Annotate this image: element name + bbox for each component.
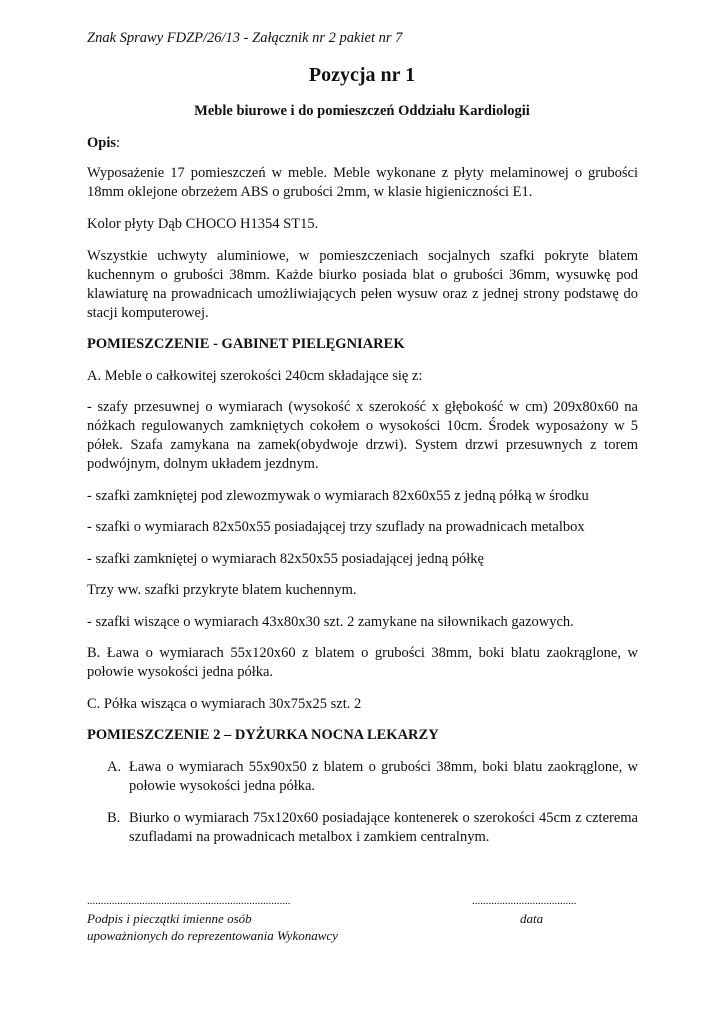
paragraph-color: Kolor płyty Dąb CHOCO H1354 ST15. [87, 215, 319, 232]
date-dots: ...................................... [472, 895, 577, 907]
room1-item-sink-cabinet: - szafki zamkniętej pod zlewozmywak o wymiarach 82x60x55 z jedną półką w środku [87, 487, 589, 504]
case-reference: Znak Sprawy FDZP/26/13 - Załącznik nr 2 pakiet nr 7 [87, 30, 403, 46]
list-item [87, 758, 638, 796]
document-body [87, 134, 638, 860]
room2-heading: POMIESZCZENIE 2 – DYŻURKA NOCNA LEKARZY [87, 727, 439, 743]
room1-a-intro: A. Meble o całkowitej szerokości 240cm składające się z: [87, 367, 423, 384]
list-marker: A. [107, 758, 122, 775]
list-item-text: Biurko o wymiarach 75x120x60 posiadające kontenerek o szerokości 45cm z czterema szufladami na prowadnicach metalbox i zamkiem centralnym. [129, 809, 638, 845]
room1-item-shelf-cabinet: - szafki zamkniętej o wymiarach 82x50x55 posiadającej jedną półkę [87, 550, 484, 567]
room1-item-drawer-cabinet: - szafki o wymiarach 82x50x55 posiadającej trzy szuflady na prowadnicach metalbox [87, 519, 585, 535]
opis-label-text: Opis [87, 135, 117, 151]
signature-line1: Podpis i pieczątki imienne osób [87, 911, 252, 926]
room1-c-shelf: C. Półka wisząca o wymiarach 30x75x25 szt. 2 [87, 695, 362, 712]
signature-block [87, 893, 338, 944]
room2-list [87, 758, 638, 847]
room1-b-bench: B. Ława o wymiarach 55x120x60 z blatem o grubości 38mm, boki blatu zaokrąglone, w połowie wysokości jedna półka. [87, 645, 638, 680]
list-item-text: Ława o wymiarach 55x90x50 z blatem o grubości 38mm, boki blatu zaokrąglone, w połowie wysokości jedna półka. [129, 758, 638, 794]
list-item [87, 809, 638, 847]
opis-colon: : [116, 135, 121, 151]
signature-line2: upoważnionych do reprezentowania Wykonawcy [87, 928, 338, 943]
signature-dots: .......................................................................... [87, 895, 291, 907]
room1-item-wardrobe: - szafy przesuwnej o wymiarach (wysokość x szerokość x głębokość w cm) 209x80x60 na nóżkach regulowanych zamkniętych cokołem o wysokości 10cm. Środek wyposażony w 5 półek. Szafa zamykana na zamek(obydwoje drzwi). System drzwi przesuwnych z torem podwójnym, dolnym układem jezdnym. [87, 399, 638, 472]
room1-item-countertop-note: Trzy ww. szafki przykryte blatem kuchennym. [87, 582, 357, 598]
opis-label [87, 134, 638, 153]
room1-heading: POMIESZCZENIE - GABINET PIELĘGNIAREK [87, 336, 405, 352]
date-label: data [520, 911, 544, 926]
paragraph-equipment: Wyposażenie 17 pomieszczeń w meble. Meble wykonane z płyty melaminowej o grubości 18mm oklejone obrzeżem ABS o grubości 2mm, w klasie higieniczności E1. [87, 165, 638, 200]
date-block [472, 893, 577, 927]
page-title: Pozycja nr 1 [308, 64, 416, 86]
room1-item-wall-cabinets: - szafki wiszące o wymiarach 43x80x30 szt. 2 zamykane na siłownikach gazowych. [87, 613, 574, 630]
page-subtitle: Meble biurowe i do pomieszczeń Oddziału Kardiologii [194, 103, 530, 119]
list-marker: B. [107, 809, 121, 826]
paragraph-handles: Wszystkie uchwyty aluminiowe, w pomieszczeniach socjalnych szafki pokryte blatem kuchennym o grubości 38mm. Każde biurko posiada blat o grubości 36mm, wysuwkę pod klawiaturę na prowadnicach umożliwiających pełen wysuw oraz z jednej strony podstawę do stacji komputerowej. [87, 247, 638, 321]
